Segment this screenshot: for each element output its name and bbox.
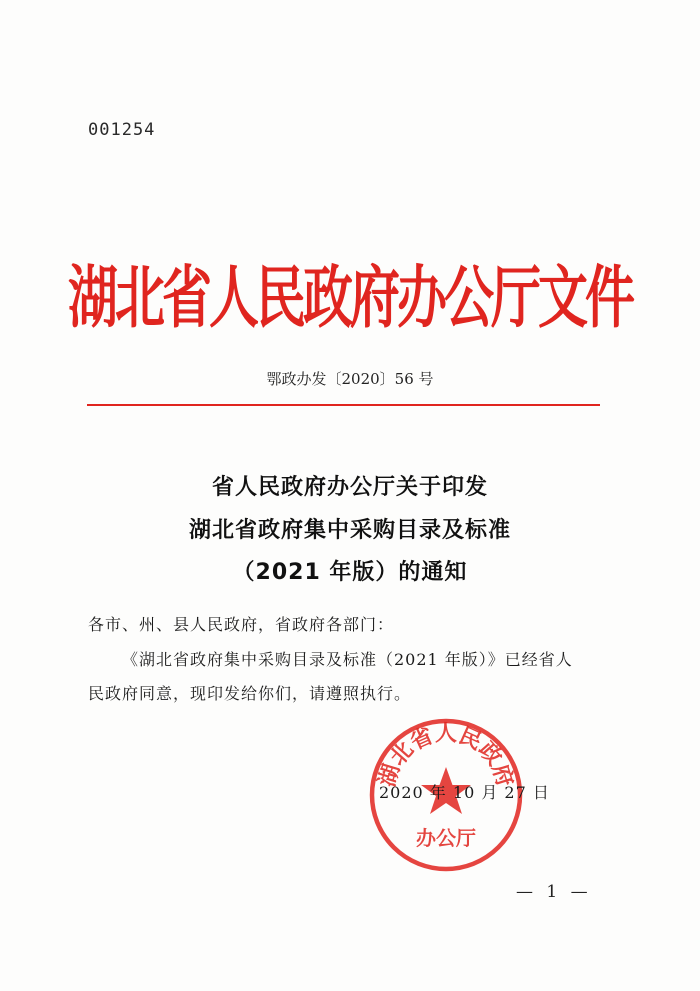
body-line-2: 民政府同意，现印发给你们，请遵照执行。 bbox=[88, 684, 412, 703]
title-line-3: （2021 年版）的通知 bbox=[232, 560, 468, 585]
serial-number: 001254 bbox=[88, 120, 156, 140]
issue-date: 2020 年 10 月 27 日 bbox=[379, 783, 550, 802]
document-number: 鄂政办发〔2020〕56 号 bbox=[266, 370, 434, 388]
page-number: — 1 — bbox=[516, 882, 592, 902]
body-line-1: 《湖北省政府集中采购目录及标准（2021 年版）》已经省人 bbox=[122, 650, 573, 669]
red-divider-line bbox=[87, 404, 600, 406]
recipients-line: 各市、州、县人民政府，省政府各部门： bbox=[88, 615, 395, 634]
title-line-1: 省人民政府办公厅关于印发 bbox=[211, 475, 488, 500]
seal-outer-text: 湖北省人民政府 bbox=[374, 721, 518, 790]
seal-inner-text: 办公厅 bbox=[416, 826, 476, 850]
title-line-2: 湖北省政府集中采购目录及标准 bbox=[188, 518, 511, 543]
issuer-header: 湖北省人民政府办公厅文件 bbox=[68, 258, 632, 338]
